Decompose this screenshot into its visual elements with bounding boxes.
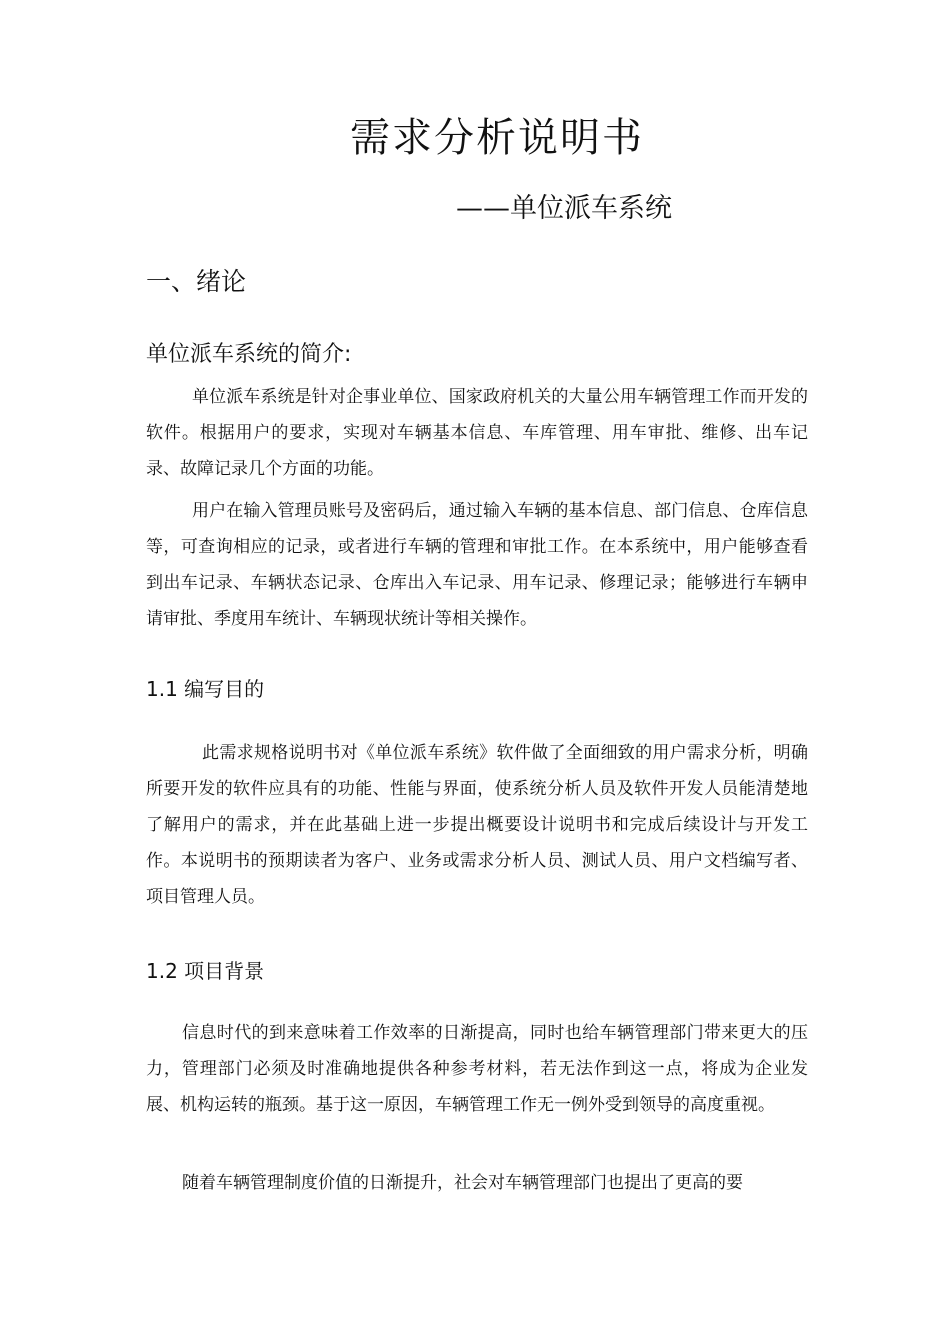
paragraph-user-operations: 用户在输入管理员账号及密码后，通过输入车辆的基本信息、部门信息、仓库信息等，可查询相应的记录，或者进行车辆的管理和审批工作。在本系统中，用户能够查看到出车记录、车辆状态记录、仓库出入车记录、用车记录、修理记录；能够进行车辆申请审批、季度用车统计、车辆现状统计等相关操作。 xyxy=(146,501,808,629)
document-title: 需求分析说明书 xyxy=(350,115,644,161)
paragraph-background-continued: 随着车辆管理制度价值的日渐提升，社会对车辆管理部门也提出了更高的要 xyxy=(182,1173,743,1193)
section-heading-purpose: 1.1 编写目的 xyxy=(146,677,265,701)
section-heading-introduction: 一、绪论 xyxy=(146,267,247,296)
paragraph-system-overview: 单位派车系统是针对企事业单位、国家政府机关的大量公用车辆管理工作而开发的软件。根据用户的要求，实现对车辆基本信息、车库管理、用车审批、维修、出车记录、故障记录几个方面的功能。 xyxy=(146,387,808,479)
document-subtitle: ——单位派车系统 xyxy=(456,193,672,224)
section-heading-background: 1.2 项目背景 xyxy=(146,959,265,983)
system-intro-label: 单位派车系统的简介: xyxy=(146,342,352,367)
paragraph-purpose: 此需求规格说明书对《单位派车系统》软件做了全面细致的用户需求分析，明确所要开发的软件应具有的功能、性能与界面，使系统分析人员及软件开发人员能清楚地了解用户的需求，并在此基础上进一步提出概要设计说明书和完成后续设计与开发工作。本说明书的预期读者为客户、业务或需求分析人员、测试人员、用户文档编写者、项目管理人员。 xyxy=(146,743,808,907)
paragraph-background: 信息时代的到来意味着工作效率的日渐提高，同时也给车辆管理部门带来更大的压力，管理部门必须及时准确地提供各种参考材料，若无法作到这一点，将成为企业发展、机构运转的瓶颈。基于这一原因，车辆管理工作无一例外受到领导的高度重视。 xyxy=(146,1023,808,1115)
